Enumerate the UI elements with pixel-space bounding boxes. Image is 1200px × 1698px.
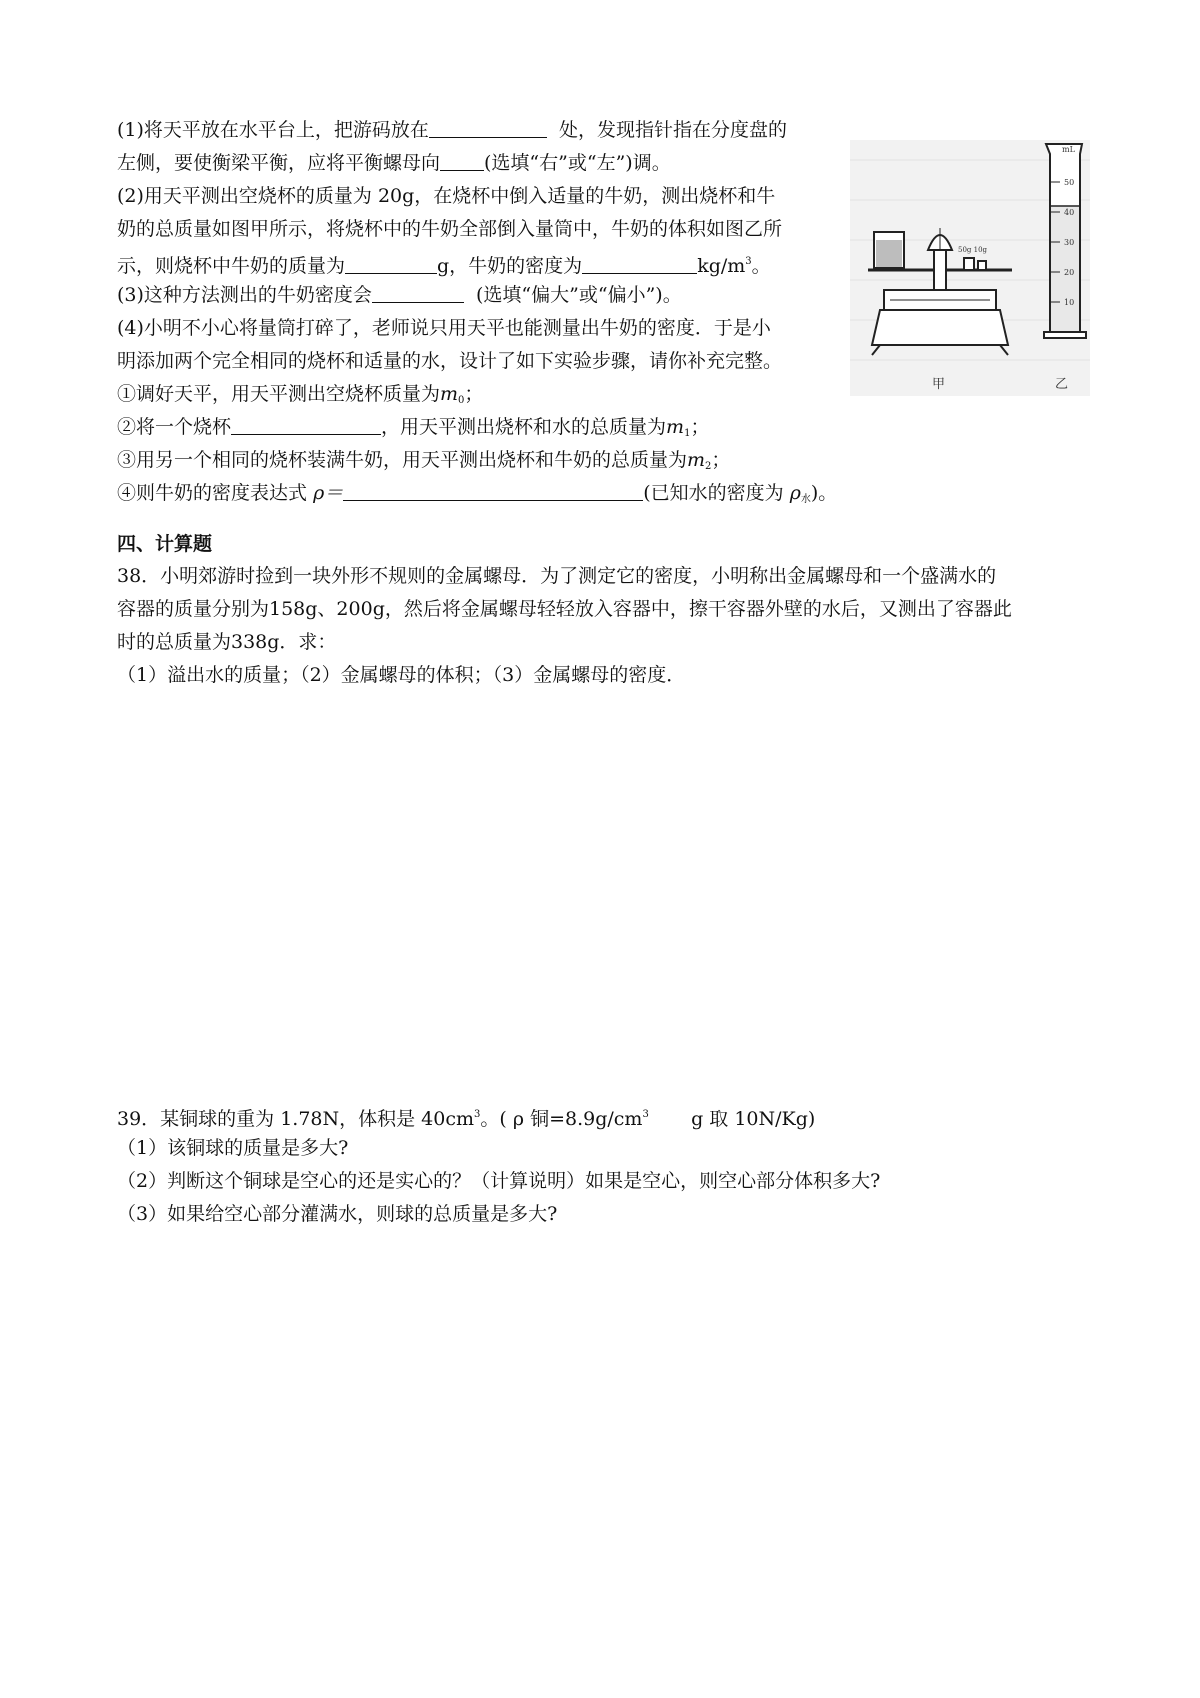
q37-part4-line1: (4)小明不小心将量筒打碎了，老师说只用天平也能测量出牛奶的密度．于是小 xyxy=(117,317,771,339)
q38-line3: 时的总质量为338g．求： xyxy=(117,631,337,653)
answer-blank xyxy=(231,414,381,435)
q37-step1: ①调好天平，用天平测出空烧杯质量为$m_0$； xyxy=(117,383,484,406)
answer-blank xyxy=(372,282,464,303)
q37-step2: ②将一个烧杯 ，用天平测出烧杯和水的总质量为$m_1$； xyxy=(117,416,710,439)
q37-part2-line3: 示，则烧杯中牛奶的质量为 g，牛奶的密度为 $kg/m^3$。 xyxy=(117,255,771,277)
q39-line1: 39．某铜球的重为 1.78N，体积是 $40cm^3$。( ρ 铜$=8.9g/cm^3$ g 取 10N/Kg) xyxy=(117,1108,816,1130)
q39-line2: （1）该铜球的质量是多大? xyxy=(117,1137,349,1159)
q39-line4: （3）如果给空心部分灌满水，则球的总质量是多大? xyxy=(117,1203,558,1225)
cylinder-tick-label: 30 xyxy=(1064,238,1075,247)
cylinder-tick-label: 20 xyxy=(1064,268,1075,277)
q37-part2-line2: 奶的总质量如图甲所示，将烧杯中的牛奶全部倒入量筒中，牛奶的体积如图乙所 xyxy=(117,218,783,240)
figure-label-yi: 乙 xyxy=(1055,377,1069,392)
answer-blank xyxy=(440,150,484,171)
q37-step3: ③用另一个相同的烧杯装满牛奶，用天平测出烧杯和牛奶的总质量为$m_2$； xyxy=(117,449,731,472)
q38-line1: 38．小明郊游时捡到一块外形不规则的金属螺母．为了测定它的密度，小明称出金属螺母和一个盛满水的 xyxy=(117,565,997,587)
q37-part3: (3)这种方法测出的牛奶密度会 (选填“偏大”或“偏小”)。 xyxy=(117,284,682,306)
answer-blank xyxy=(429,117,547,138)
cylinder-tick-label: 50 xyxy=(1064,178,1075,187)
figure-label-jia: 甲 xyxy=(932,377,946,392)
cylinder-tick-label: 10 xyxy=(1064,298,1075,307)
balance-and-cylinder-diagram xyxy=(850,140,1090,396)
q38-line4: （1）溢出水的质量；（2）金属螺母的体积；（3）金属螺母的密度． xyxy=(117,664,686,686)
cylinder-unit-label: mL xyxy=(1062,145,1075,154)
answer-blank xyxy=(345,253,437,274)
experiment-figure xyxy=(850,140,1090,396)
answer-blank xyxy=(343,480,643,501)
q38-line2: 容器的质量分别为158g、200g，然后将金属螺母轻轻放入容器中，擦干容器外壁的水后，又测出了容器此 xyxy=(117,598,1012,620)
section-heading: 四、计算题 xyxy=(117,533,213,555)
q37-part1-line1: (1)将天平放在水平台上，把游码放在 处，发现指针指在分度盘的 xyxy=(117,119,788,141)
answer-blank xyxy=(582,253,697,274)
cylinder-tick-label: 40 xyxy=(1064,208,1075,217)
q37-part4-line2: 明添加两个完全相同的烧杯和适量的水，设计了如下实验步骤，请你补充完整。 xyxy=(117,350,783,372)
q39-line3: （2）判断这个铜球是空心的还是实心的？（计算说明）如果是空心，则空心部分体积多大? xyxy=(117,1170,881,1192)
q37-part1-line2: 左侧，要使衡梁平衡，应将平衡螺母向 (选填“右”或“左”)调。 xyxy=(117,152,671,174)
q37-part2-line1: (2)用天平测出空烧杯的质量为 20g，在烧杯中倒入适量的牛奶，测出烧杯和牛 xyxy=(117,185,776,207)
q37-step4: ④则牛奶的密度表达式 ρ＝ (已知水的密度为 $\rho_水$)。 xyxy=(117,482,838,505)
weights-label: 50g 10g xyxy=(958,246,988,254)
